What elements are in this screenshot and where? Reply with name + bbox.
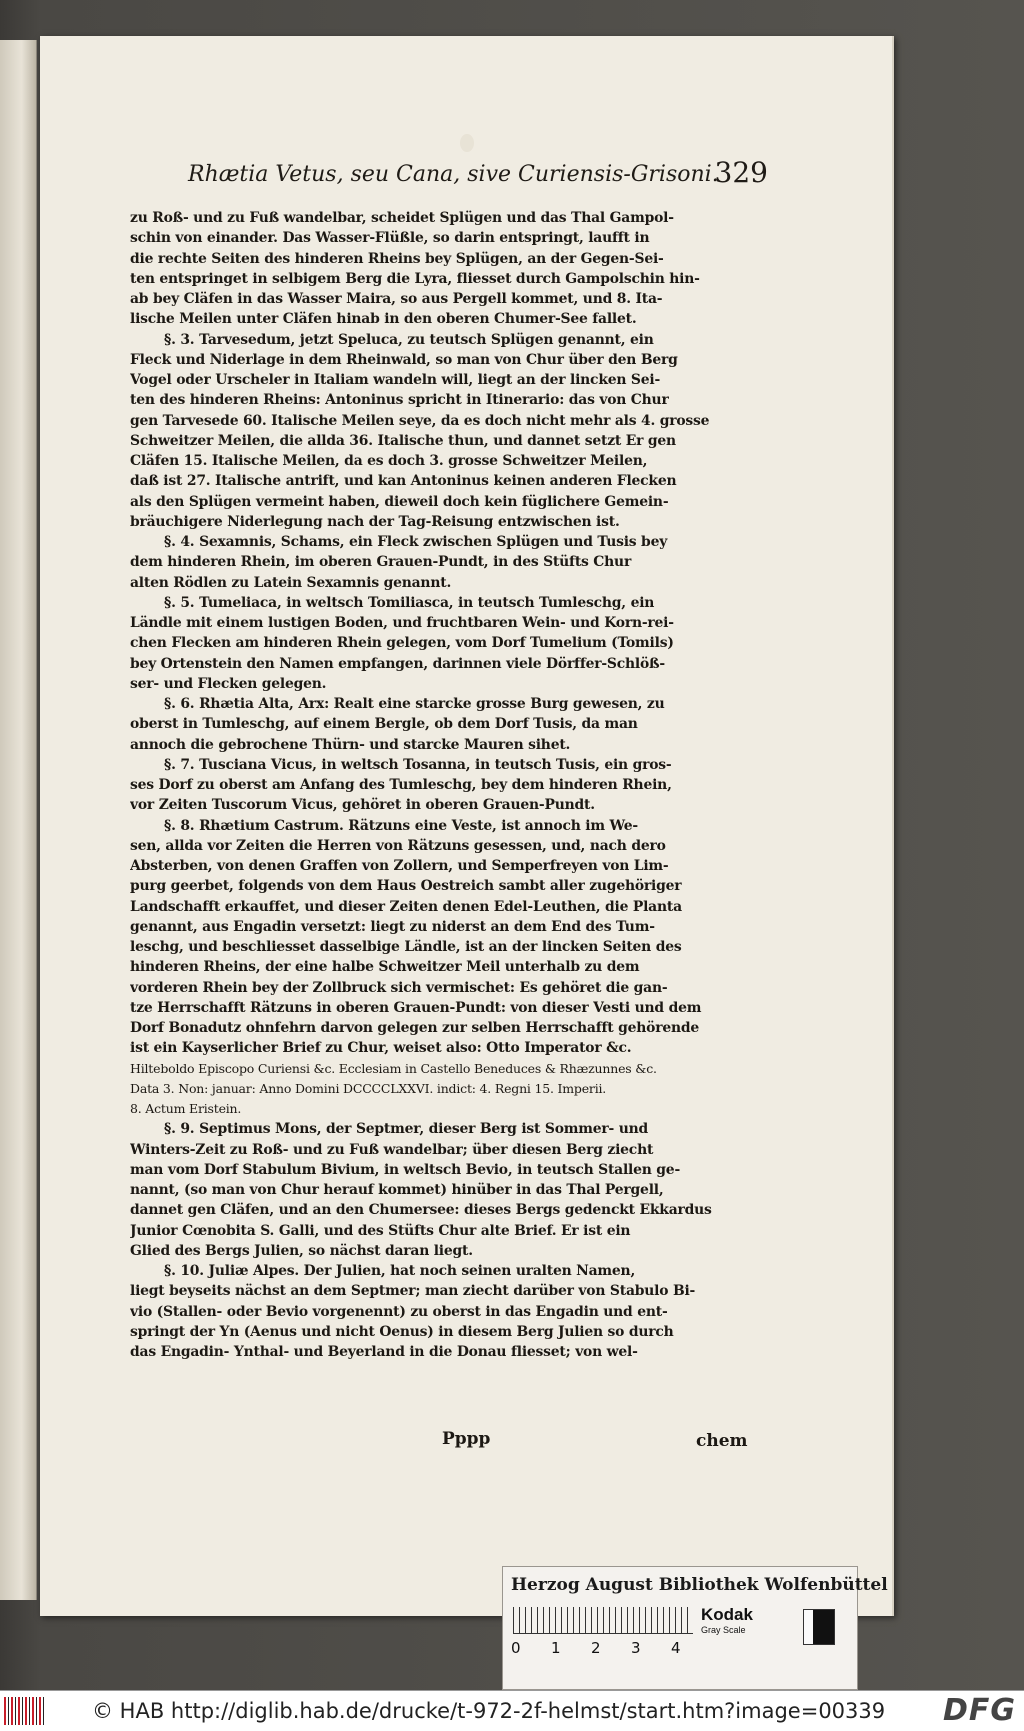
text-line: alten Rödlen zu Latein Sexamnis genannt. <box>130 574 452 591</box>
color-reference-card <box>502 1566 888 1690</box>
text-line: oberst in Tumleschg, auf einem Bergle, ob dem Dorf Tusis, da man <box>130 716 638 733</box>
text-line: das Engadin- Ynthal- und Beyerland in die Donau fliesset; von wel- <box>130 1344 638 1360</box>
text-line: purg geerbet, folgends von dem Haus Oestreich sambt aller zugehöriger <box>130 878 682 895</box>
text-line: zu Roß- und zu Fuß wandelbar, scheidet Splügen und das Thal Gampol- <box>130 210 674 226</box>
text-line: §. 8. Rhætium Castrum. Rätzuns eine Veste, ist annoch im We- <box>164 817 638 834</box>
text-line: nannt, (so man von Chur herauf kommet) hinüber in das Thal Pergell, <box>130 1182 664 1198</box>
text-line: Vogel oder Urscheler in Italiam wandeln will, liegt an der lincken Sei- <box>130 372 661 388</box>
text-line: §. 10. Juliæ Alpes. Der Julien, hat noch seinen uralten Namen, <box>164 1263 636 1279</box>
text-line: ses Dorf zu oberst am Anfang des Tumleschg, bey dem hinderen Rhein, <box>130 777 672 793</box>
text-line: chen Flecken am hinderen Rhein gelegen, vom Dorf Tumelium (Tomils) <box>130 635 674 652</box>
text-line: bey Ortenstein den Namen empfangen, darinnen viele Dörffer-Schlöß- <box>130 655 665 672</box>
text-line: §. 3. Tarvesedum, jetzt Speluca, zu teutsch Splügen genannt, ein <box>164 331 654 348</box>
text-line: Junior Cœnobita S. Galli, und des Stüfts Chur alte Brief. Er ist ein <box>130 1222 631 1239</box>
text-line: Data 3. Non: januar: Anno Domini DCCCCLXXVI. indict: 4. Regni 15. Imperii. <box>130 1080 607 1096</box>
library-name: Herzog August Bibliothek Wolfenbüttel <box>511 1575 888 1595</box>
text-line: §. 5. Tumeliaca, in weltsch Tomiliasca, in teutsch Tumleschg, ein <box>164 594 655 611</box>
text-line: Cläfen 15. Italische Meilen, da es doch 3. grosse Schweitzer Meilen, <box>130 453 648 469</box>
text-line: annoch die gebrochene Thürn- und starcke Mauren sihet. <box>130 736 571 753</box>
text-line: §. 4. Sexamnis, Schams, ein Fleck zwischen Splügen und Tusis bey <box>164 534 668 550</box>
text-line: vor Zeiten Tuscorum Vicus, gehöret in oberen Grauen-Pundt. <box>130 797 595 814</box>
text-line: Ländle mit einem lustigen Boden, und fruchtbaren Wein- und Korn-rei- <box>130 615 674 631</box>
text-line: genannt, aus Engadin versetzt: liegt zu niderst an dem End des Tum- <box>130 918 655 935</box>
text-line: daß ist 27. Italische antrift, und kan Antoninus keinen anderen Flecken <box>130 473 677 490</box>
text-line: 8. Actum Eristein. <box>130 1101 242 1116</box>
text-line: Hilteboldo Episcopo Curiensi &c. Ecclesiam in Castello Beneduces & Rhæzunnes &c. <box>130 1060 657 1076</box>
barcode-icon <box>4 1697 44 1725</box>
book-page <box>40 36 894 1616</box>
ruler-number: 3 <box>631 1639 641 1657</box>
text-line: §. 7. Tusciana Vicus, in weltsch Tosanna, in teutsch Tusis, ein gros- <box>164 756 672 773</box>
text-line: schin von einander. Das Wasser-Flüßle, so darin entspringt, laufft in <box>130 230 650 247</box>
kodak-label-box <box>701 1605 761 1649</box>
ruler-number: 4 <box>671 1639 681 1657</box>
body-text <box>130 208 766 1458</box>
text-line: Schweitzer Meilen, die allda 36. Italische thun, und dannet setzt Er gen <box>130 432 676 449</box>
text-line: bräuchigere Niderlegung nach der Tag-Reisung entzwischen ist. <box>130 513 620 530</box>
ruler-numbers <box>511 1639 701 1659</box>
page-number: 329 <box>714 156 768 189</box>
text-line: vio (Stallen- oder Bevio vorgenennt) zu oberst in das Engadin und ent- <box>130 1303 668 1320</box>
text-line: sen, allda vor Zeiten die Herren von Rätzuns gesessen, und, nach dero <box>130 837 666 854</box>
footer-citation-link[interactable]: © HAB http://diglib.hab.de/drucke/t-972-2f-helmst/start.htm?image=00339 <box>92 1699 886 1723</box>
text-line: Absterben, von denen Graffen von Zollern, und Semperfreyen von Lim- <box>130 858 669 874</box>
dfg-logo: DFG <box>942 1693 1016 1728</box>
text-line: dannet gen Cläfen, und an den Chumersee: dieses Bergs gedenckt Ekkardus <box>130 1202 712 1219</box>
text-line: man vom Dorf Stabulum Bivium, in weltsch Bevio, in teutsch Stallen ge- <box>130 1161 681 1178</box>
text-line: §. 6. Rhætia Alta, Arx: Realt eine starcke grosse Burg gewesen, zu <box>164 696 665 712</box>
text-line: vorderen Rhein bey der Zollbruck sich vermischet: Es gehöret die gan- <box>130 979 668 996</box>
text-line: als den Splügen vermeint haben, dieweil doch kein füglichere Gemein- <box>130 493 669 510</box>
signature-mark: Pppp <box>442 1429 491 1449</box>
ruler-number: 0 <box>511 1639 521 1657</box>
text-line: die rechte Seiten des hinderen Rheins bey Splügen, an der Gegen-Sei- <box>130 250 664 267</box>
text-line: hinderen Rheins, der eine halbe Schweitzer Meil unterhalb zu dem <box>130 959 640 976</box>
text-line: liegt beyseits nächst an dem Septmer; man ziecht darüber von Stabulo Bi- <box>130 1283 696 1300</box>
running-title: Rhætia Vetus, seu Cana, sive Curiensis-Grisoni. <box>188 162 719 187</box>
text-line: ten des hinderen Rheins: Antoninus spricht in Itinerario: das von Chur <box>130 392 669 409</box>
ruler-number: 2 <box>591 1639 601 1657</box>
catchword: chem <box>696 1431 748 1451</box>
text-line: §. 9. Septimus Mons, der Septmer, dieser Berg ist Sommer- und <box>164 1121 649 1138</box>
text-line: gen Tarvesede 60. Italische Meilen seye, da es doch nicht mehr als 4. grosse <box>130 412 710 429</box>
paper-stain <box>460 134 474 152</box>
text-line: lische Meilen unter Cläfen hinab in den oberen Chumer-See fallet. <box>130 311 637 328</box>
gray-swatch <box>803 1609 835 1645</box>
text-line: springt der Yn (Aenus und nicht Oenus) in diesem Berg Julien so durch <box>130 1323 674 1340</box>
text-line: Landschafft erkauffet, und dieser Zeiten denen Edel-Leuthen, die Planta <box>130 898 682 915</box>
text-line: Dorf Bonadutz ohnfehrn darvon gelegen zur selben Herrschafft gehörende <box>130 1020 700 1036</box>
ruler-number: 1 <box>551 1639 561 1657</box>
text-line: Glied des Bergs Julien, so nächst daran liegt. <box>130 1242 473 1259</box>
text-line: tze Herrschafft Rätzuns in oberen Grauen-Pundt: von dieser Vesti und dem <box>130 999 702 1016</box>
gray-scale-label: Gray Scale <box>701 1625 746 1635</box>
facing-page-edge <box>0 40 37 1600</box>
ruler-scale <box>513 1607 693 1634</box>
text-line: Winters-Zeit zu Roß- und zu Fuß wandelbar; über diesen Berg ziecht <box>130 1141 654 1158</box>
text-line: ser- und Flecken gelegen. <box>130 675 327 692</box>
text-line: ist ein Kayserlicher Brief zu Chur, weiset also: Otto Imperator &c. <box>130 1040 632 1057</box>
page-header <box>188 156 768 202</box>
text-line: ab bey Cläfen in das Wasser Maira, so aus Pergell kommet, und 8. Ita- <box>130 291 663 307</box>
kodak-brand: Kodak <box>701 1605 753 1624</box>
text-line: dem hinderen Rhein, im oberen Grauen-Pundt, in des Stüfts Chur <box>130 554 632 571</box>
text-line: Fleck und Niderlage in dem Rheinwald, so man von Chur über den Berg <box>130 351 678 368</box>
footer-bar <box>0 1690 1024 1731</box>
text-line: ten entspringet in selbigem Berg die Lyra, fliesset durch Gampolschin hin- <box>130 270 700 287</box>
text-line: leschg, und beschliesset dasselbige Ländle, ist an der lincken Seiten des <box>130 939 682 955</box>
